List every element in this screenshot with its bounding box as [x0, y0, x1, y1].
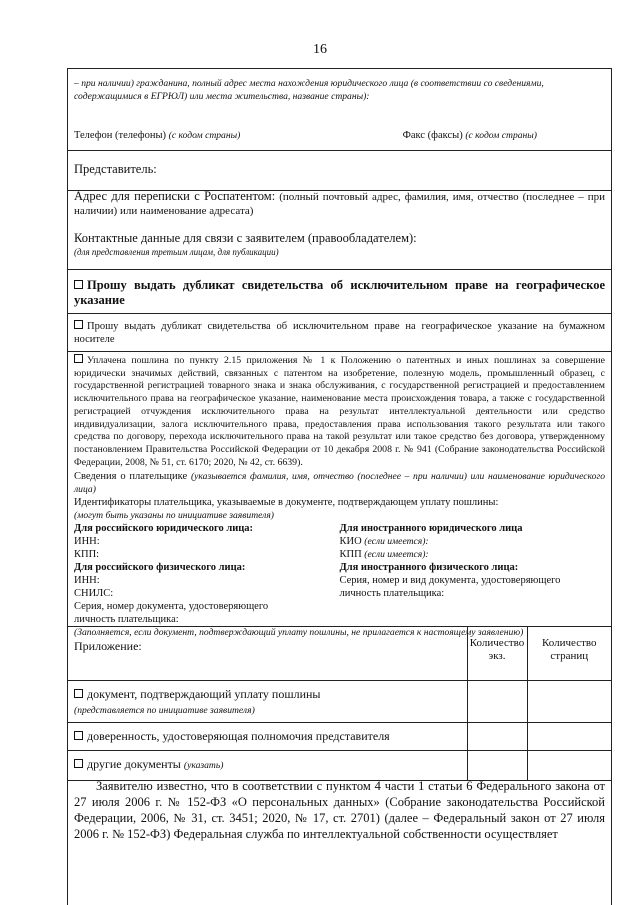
fax-field[interactable] [403, 129, 537, 142]
paper-request-text: Прошу выдать дубликат свидетельства об исключительном праве на географическое указание на бумажном носителе [74, 321, 605, 345]
foreign-passport-field[interactable]: Серия, номер и вид документа, удостоверяющего личность плательщика: [339, 575, 561, 600]
applicant-address-section [68, 68, 611, 150]
copies-cell[interactable] [467, 751, 527, 781]
application-form [67, 68, 612, 905]
payer-label: Сведения о плательщике [74, 471, 188, 483]
attachment-label: документ, подтверждающий уплату пошлины [87, 687, 321, 701]
applicant-address-note: – при наличии) гражданина, полный адрес места нахождения юридического лица (в соответствии со сведениями, содержащимися в ЕГРЮЛ) или места жительства, название страны): [74, 78, 544, 102]
pages-column-header: Количество страниц [527, 627, 611, 681]
payer-ids-label: Идентификаторы плательщика, указываемые в документе, подтверждающем уплату пошлины: [74, 497, 499, 509]
foreign-legal-heading: Для иностранного юридического лица [339, 523, 523, 535]
correspondence-hint: (полный почтовый адрес, фамилия, имя, отчество (последнее – при наличии) или наименование адресата) [74, 191, 606, 217]
representative-label: Представитель: [74, 162, 157, 176]
contacts-hint: (для представления третьим лицам, для публикации) [74, 247, 279, 257]
attachment-checkbox[interactable] [74, 689, 83, 698]
foreign-person-heading: Для иностранного физического лица: [339, 562, 519, 574]
inn-field[interactable]: ИНН: [74, 536, 100, 548]
duplicate-request-text: Прошу выдать дубликат свидетельства об исключительном праве на географическое указание [74, 278, 605, 307]
copies-cell[interactable] [467, 723, 527, 751]
attachment-label: другие документы [87, 757, 181, 771]
fax-label: Факс (факсы) [402, 130, 463, 141]
fee-checkbox[interactable] [74, 354, 83, 363]
correspondence-label: Адрес для переписки с Роспатентом: [74, 189, 276, 203]
attachment-row[interactable] [68, 751, 611, 781]
attachments-header: Приложение: [68, 627, 467, 681]
fee-text: Уплачена пошлина по пункту 2.15 приложения № 1 к Положению о патентных и иных пошлинах за совершение юридически значимых действий, связанных с патентом на изобретение, полезную модель, промышленный образец, с государственной регистрацией товарного знака и знака обслуживания, с государственной регистрацией и предоставлением исключительного права на географическое указание, наименование места происхождения товара, а также с государственной регистрацией отчуждения исключительного права на результат интеллектуальной деятельности или средство индивидуализации, залога исключительного права, предоставления права использования такого результата или такого средства по договору, перехода исключительного права на такой результат или такое средство без договора, утвержденному постановлением Правительства Российской Федерации от 10 декабря 2008 г. № 941 (Собрание законодательства Российской Федерации, 2008, № 51, ст. 6170; 2020, № 42, ст. 6639). [74, 355, 605, 468]
attachments-table [68, 626, 611, 781]
attachment-row[interactable] [68, 681, 611, 723]
fax-hint: (с кодом страны) [465, 130, 537, 141]
fee-section [68, 351, 611, 639]
paper-checkbox[interactable] [74, 320, 83, 329]
attachment-hint: (указать) [183, 760, 224, 771]
passport-field[interactable]: Серия, номер документа, удостоверяющего личность плательщика: [74, 601, 269, 626]
ru-legal-heading: Для российского юридического лица: [74, 523, 254, 535]
snils-field[interactable]: СНИЛС: [74, 588, 114, 600]
copies-column-header: Количество экз. [467, 627, 527, 681]
paper-request-section[interactable] [68, 313, 611, 351]
ru-person-heading: Для российского физического лица: [74, 562, 246, 574]
payer-ids-hint: (могут быть указаны по инициативе заявителя) [74, 510, 274, 522]
correspondence-block [74, 188, 605, 259]
phone-hint: (с кодом страны) [168, 130, 241, 141]
payer-hint: (указывается фамилия, имя, отчество (последнее – при наличии) или наименование юридического лица) [74, 471, 605, 496]
attachment-label: доверенность, удостоверяющая полномочия представителя [87, 729, 390, 743]
attachment-checkbox[interactable] [74, 731, 83, 740]
attachment-row[interactable] [68, 723, 611, 751]
kpp-field[interactable]: КПП: [74, 549, 100, 561]
attachment-hint: (представляется по инициативе заявителя) [74, 705, 255, 716]
phone-label: Телефон (телефоны) [74, 130, 166, 141]
kpp-foreign-field[interactable]: КПП (если имеется): [339, 549, 429, 561]
phone-field[interactable] [74, 129, 240, 142]
duplicate-request-section[interactable] [68, 269, 611, 313]
pages-cell[interactable] [527, 723, 611, 751]
duplicate-checkbox[interactable] [74, 280, 83, 289]
inn-person-field[interactable]: ИНН: [74, 575, 100, 587]
contacts-label: Контактные данные для связи с заявителем (правообладателем): [74, 231, 417, 245]
personal-data-notice: Заявителю известно, что в соответствии с пунктом 4 части 1 статьи 6 Федерального закона от 27 июля 2006 г. № 152-ФЗ «О персональных данных» (Собрание законодательства Российской Федерации, 2006, № 31, ст. 3451; 2020, № 17, ст. 2701) (далее – Федеральный закон от 27 июля 2006 г. № 152-ФЗ) Федеральная служба по интеллектуальной собственности осуществляет [74, 779, 605, 841]
copies-cell[interactable] [467, 681, 527, 723]
kio-field[interactable]: КИО (если имеется): [339, 536, 429, 548]
representative-section[interactable] [68, 150, 611, 190]
attachment-checkbox[interactable] [74, 759, 83, 768]
pages-cell[interactable] [527, 751, 611, 781]
fee-footnote: (Заполняется, если документ, подтверждающий уплату пошлины, не прилагается к настоящему заявлению) [74, 627, 524, 639]
pages-cell[interactable] [527, 681, 611, 723]
page-number: 16 [313, 42, 327, 57]
